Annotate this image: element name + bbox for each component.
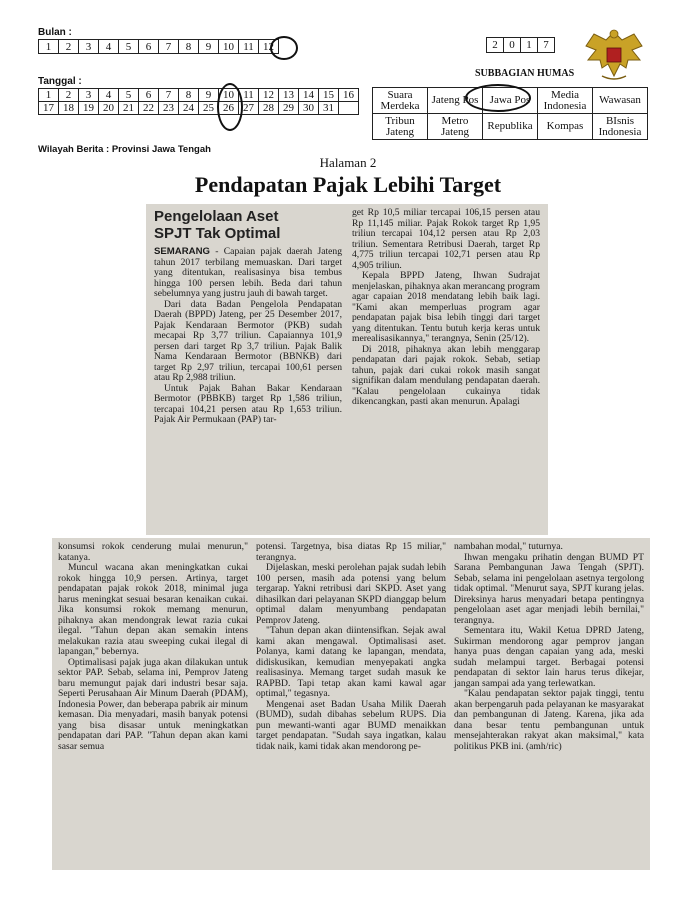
date-cell: 11	[239, 89, 259, 102]
paragraph: Optimalisasi pajak juga akan dilakukan untuk sektor PAP. Sebab, selama ini, Pemprov Jateng baru memungut pajak dari industri besar saja. Seperti Perusahaan Air Minum Daerah (PDAM), Indonesia Power, dan beberapa pabrik air minum kemasan. Dia menyadari, masih banyak potensi yang bisa disasar untuk meningkatkan pendapatan dari PAP. "Tahun depan akan kami sasar semua	[58, 656, 248, 752]
date-cell: 5	[119, 89, 139, 102]
month-cell: 11	[239, 40, 259, 54]
paragraph: Dari data Badan Pengelola Pendapatan Daerah (BPPD) Jateng, per 25 Desember 2017, Pajak Kendaraan Bermotor (PKB) sudah mecapai Rp 3,77 triliun. Capaiannya 101,9 persen dari target Rp 3,7 triliun. Pajak Balik Nama Kendaraan Bermotor (BBNKB) dari target Rp 2,97 triliun, tercapai 100,61 persen atau Rp 2,988 triliun.	[154, 298, 342, 383]
bottom-column-1	[58, 542, 248, 752]
date-circle-mark	[217, 83, 243, 131]
date-cell: 9	[199, 89, 219, 102]
month-cell: 10	[219, 40, 239, 54]
date-cell: 3	[79, 89, 99, 102]
media-cell: Media Indonesia	[538, 88, 593, 114]
date-cell: 13	[279, 89, 299, 102]
empty-cell	[339, 102, 359, 115]
media-cell: Tribun Jateng	[373, 114, 428, 140]
month-grid	[38, 39, 279, 54]
date-cell: 15	[319, 89, 339, 102]
media-circle-mark	[465, 84, 531, 112]
subbagian-humas: SUBBAGIAN HUMAS	[475, 68, 575, 79]
paragraph: potensi. Targetnya, bisa diatas Rp 15 miliar," terangnya.	[256, 541, 446, 563]
date-cell: 16	[339, 89, 359, 102]
month-cell: 6	[139, 40, 159, 54]
headline: Pendapatan Pajak Lebihi Target	[194, 172, 502, 197]
date-cell: 25	[199, 102, 219, 115]
month-cell: 1	[39, 40, 59, 54]
month-cell: 5	[119, 40, 139, 54]
date-cell: 12	[259, 89, 279, 102]
date-cell: 8	[179, 89, 199, 102]
year-cell: 2	[487, 38, 504, 53]
year-cell: 1	[521, 38, 538, 53]
date-cell: 19	[79, 102, 99, 115]
date-cell: 20	[99, 102, 119, 115]
wilayah-berita: Wilayah Berita : Provinsi Jawa Tengah	[38, 144, 211, 155]
paragraph: Sementara itu, Wakil Ketua DPRD Jateng, Sukirman mendorong agar pemprov jangan hanya puas dengan capaian yang ada, meski sudah melampui target. Berbagai potensi pendapatan di sektor lain harus terus dikejar, jangan sampai ada yang terlewatkan.	[454, 625, 644, 689]
date-cell: 31	[319, 102, 339, 115]
media-cell: Suara Merdeka	[373, 88, 428, 114]
bottom-column-3	[454, 542, 644, 752]
date-cell: 21	[119, 102, 139, 115]
date-cell: 14	[299, 89, 319, 102]
month-circle-mark	[270, 36, 298, 60]
clipping-top	[146, 204, 548, 535]
subheadline-line-2: SPJT Tak Optimal	[154, 225, 281, 242]
date-cell: 6	[139, 89, 159, 102]
paragraph: "Kalau pendapatan sektor pajak tinggi, tentu akan berpengaruh pada pelayanan ke masyarakat dan pembangunan di Jateng. Karena, jika ada dana besar tentu pembangunan untuk mensejahterakan rakyat akan maksimal," kata politikus PKB ini. (amh/ric)	[454, 688, 644, 752]
date-grid	[38, 88, 359, 115]
media-cell: Metro Jateng	[428, 114, 483, 140]
top-column-1	[154, 208, 342, 426]
media-cell: Kompas	[538, 114, 593, 140]
date-cell: 17	[39, 102, 59, 115]
subheadline-line-1: Pengelolaan Aset	[154, 208, 279, 225]
media-cell: Jawa Pos	[483, 88, 538, 114]
month-cell: 8	[179, 40, 199, 54]
lead-paragraph: SEMARANG - Capaian pajak daerah Jateng tahun 2017 terbilang memuaskan. Dari target yang ditentukan, realisasinya bisa tembus hingga 100 persen lebih. Beda dari tahun sebelumnya yang justru jauh di bawah target.	[154, 246, 342, 299]
date-cell: 4	[99, 89, 119, 102]
garuda-emblem-icon	[582, 26, 646, 84]
date-cell: 2	[59, 89, 79, 102]
month-cell: 3	[79, 40, 99, 54]
media-cell: Jateng Pos	[428, 88, 483, 114]
tanggal-label: Tanggal :	[38, 76, 82, 87]
date-cell: 18	[59, 102, 79, 115]
bulan-label: Bulan :	[38, 27, 72, 38]
paragraph: Kepala BPPD Jateng, Ihwan Sudrajat menjelaskan, pihaknya akan merancang program agar capaian 2018 mendatang lebih baik lagi. "Kami akan memperluas program agar pendapatan pajak bisa lebih tinggi dari target yang ditentukan. Tentu butuh kerja keras untuk merealisasikannya," terangnya, Senin (25/12).	[352, 270, 540, 344]
date-cell: 23	[159, 102, 179, 115]
month-cell: 2	[59, 40, 79, 54]
date-cell: 22	[139, 102, 159, 115]
date-cell: 29	[279, 102, 299, 115]
year-cell: 0	[504, 38, 521, 53]
clipping-bottom	[52, 538, 650, 870]
date-cell: 26	[219, 102, 239, 115]
date-cell: 28	[259, 102, 279, 115]
paragraph: Untuk Pajak Bahan Bakar Kendaraan Bermotor (PBBKB) target Rp 1,586 triliun, tercapai 104,21 persen atau Rp 1,653 triliun. Pajak Air Permukaan (PAP) tar-	[154, 382, 342, 425]
date-cell: 30	[299, 102, 319, 115]
dateline: SEMARANG	[154, 246, 210, 257]
date-cell: 24	[179, 102, 199, 115]
month-cell: 7	[159, 40, 179, 54]
paragraph: nambahan modal," tuturnya.	[454, 541, 563, 552]
page-number: Halaman 2	[319, 155, 377, 170]
paragraph: Ihwan mengaku prihatin dengan BUMD PT Sarana Pembangunan Jawa Tengah (SPJT). Sebab, selama ini pengelolaan asetnya tergolong tidak optimal. "Menurut saya, SPJT kurang jelas. Direksinya harus menyadari betapa pentingnya pengelolaan aset agar menjadi lebih bernilai," terangnya.	[454, 551, 644, 626]
date-cell: 1	[39, 89, 59, 102]
paragraph: Muncul wacana akan meningkatkan cukai rokok hingga 10,9 persen. Artinya, target pendapatan pajak rokok 2018, minimal juga harus meningkat sesuai besaran kenaikan cukai. Jika konsumsi rokok memang menurun, pihaknya akan mendongrak lewat razia cukai ilegal. "Tahun depan akan semakin intens melakukan razia atau sweeping cukai ilegal di lapangan," bebernya.	[58, 562, 248, 657]
month-cell: 9	[199, 40, 219, 54]
media-cell: BIsnis Indonesia	[593, 114, 648, 140]
paragraph: Mengenai aset Badan Usaha Milik Daerah (BUMD), sudah dibahas sebelum RUPS. Dia pun mewanti-wanti agar BUMD menaikkan target pendapatan. "Sudah saya ingatkan, kalau tidak naik, kami tidak akan mendorong pe-	[256, 698, 446, 752]
year-grid	[486, 37, 555, 53]
month-cell: 4	[99, 40, 119, 54]
year-cell: 7	[538, 38, 555, 53]
media-cell: Wawasan	[593, 88, 648, 114]
top-column-2	[352, 208, 540, 408]
date-cell: 10	[219, 89, 239, 102]
paragraph: Dijelaskan, meski perolehan pajak sudah lebih 100 persen, masih ada potensi yang belum tergarap. Yakni retribusi dari SKPD. Aset yang dihasilkan dari pelayanan SKPD dianggap belum optimal dalam menyumbang pendapatan Pemprov Jateng.	[256, 562, 446, 626]
media-cell: Republika	[483, 114, 538, 140]
paragraph: Di 2018, pihaknya akan lebih menggarap pendapatan dari pajak rokok. Sebab, setiap tahun, pajak dari cukai rokok masih sangat signifikan dalam mendulang pendapatan daerah. "Kalau pengelolaan cukainya tidak dikencangkan, pasti akan menurun. Apalagi	[352, 343, 540, 407]
date-cell: 7	[159, 89, 179, 102]
bottom-column-2	[256, 542, 446, 752]
date-cell: 27	[239, 102, 259, 115]
paragraph: get Rp 10,5 miliar tercapai 106,15 persen atau Rp 11,145 miliar. Pajak Rokok target Rp 1,95 triliun tercapai 104,12 persen atau Rp 2,03 triliun. Sementara Retribusi Daerah, target Rp 4,775 triliun tercapai 102,71 persen atau Rp 4,905 triliun.	[352, 207, 540, 271]
paragraph: "Tahun depan akan diintensifkan. Sejak awal kami akan mengawal. Optimalisasi aset. Polanya, kami datang ke lapangan, mendata, didiskusikan, kemudian menyepakati angka realisasinya. Memang target sudah masuk ke RAPBD. Tapi tetap akan kami kawal agar optimal," tegasnya.	[256, 625, 446, 699]
month-cell: 12	[259, 40, 279, 54]
paragraph: konsumsi rokok cenderung mulai menurun," katanya.	[58, 541, 248, 563]
